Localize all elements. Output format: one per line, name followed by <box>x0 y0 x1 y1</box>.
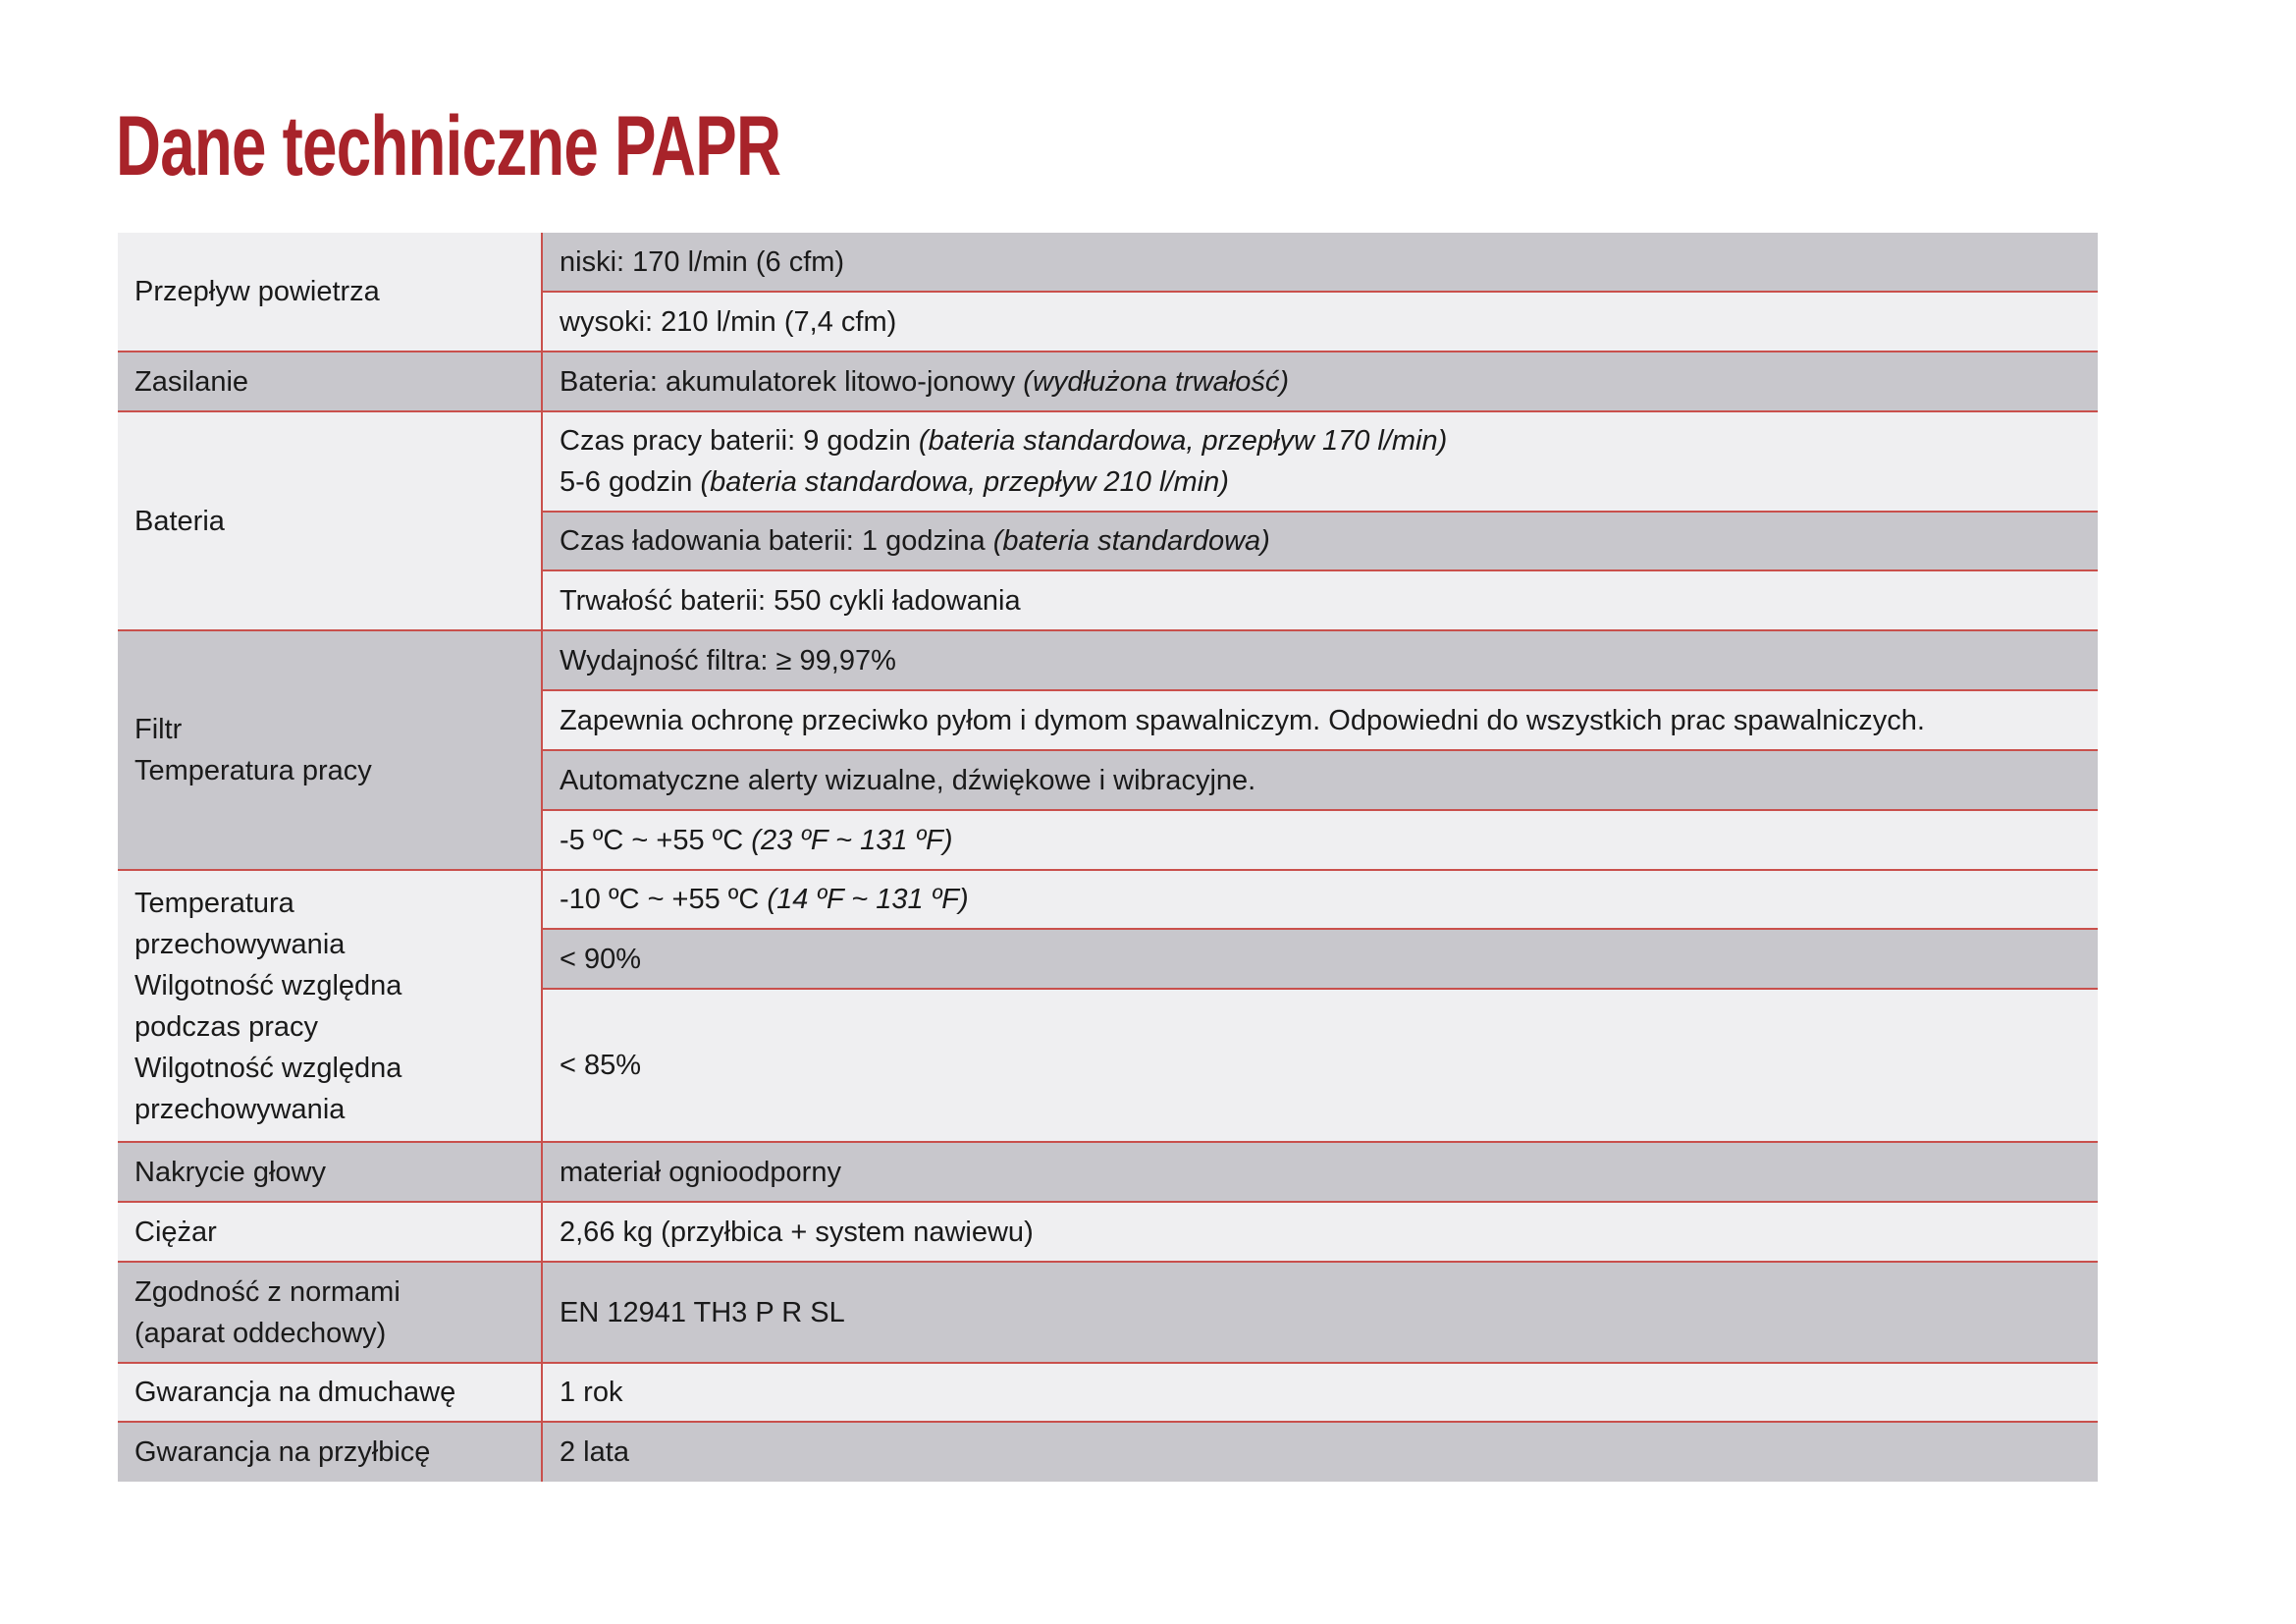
value-operating-temp <box>543 811 2098 871</box>
label-line: przechowywania <box>134 1093 346 1125</box>
label-helmet-warranty: Gwarancja na przyłbicę <box>118 1423 543 1482</box>
value-airflow-low: niski: 170 l/min (6 cfm) <box>543 233 2098 293</box>
label-line: Temperatura pracy <box>134 755 372 786</box>
value-note: (bateria standardowa, przepływ 170 l/min) <box>918 425 1448 457</box>
value-note: (bateria standardowa) <box>992 525 1270 557</box>
label-line: Wilgotność względna <box>134 969 402 1001</box>
value-battery-life: Trwałość baterii: 550 cykli ładowania <box>543 571 2098 631</box>
label-line: Wilgotność względna <box>134 1052 402 1084</box>
value-text: -5 ºC ~ +55 ºC <box>560 824 752 856</box>
label-line: przechowywania <box>134 928 346 960</box>
value-filter-protection: Zapewnia ochronę przeciwko pyłom i dymom spawalniczym. Odpowiedni do wszystkich prac spawalniczych. <box>543 691 2098 751</box>
value-battery-charge <box>543 513 2098 571</box>
value-standards: EN 12941 TH3 P R SL <box>543 1263 2098 1364</box>
label-battery: Bateria <box>118 412 543 631</box>
value-filter-alerts: Automatyczne alerty wizualne, dźwiękowe i wibracyjne. <box>543 751 2098 811</box>
value-text: Czas ładowania baterii: 1 godzina <box>560 525 993 557</box>
label-weight: Ciężar <box>118 1203 543 1263</box>
value-battery-runtime <box>543 412 2098 513</box>
label-line: (aparat oddechowy) <box>134 1317 387 1349</box>
label-line: podczas pracy <box>134 1010 318 1043</box>
label-airflow: Przepływ powietrza <box>118 233 543 352</box>
value-power <box>543 352 2098 412</box>
label-standards <box>118 1263 543 1364</box>
value-airflow-high: wysoki: 210 l/min (7,4 cfm) <box>543 293 2098 352</box>
value-humidity-work: < 90% <box>543 930 2098 990</box>
value-headgear: materiał ognioodporny <box>543 1143 2098 1203</box>
label-line: Zgodność z normami <box>134 1275 400 1308</box>
value-helmet-warranty: 2 lata <box>543 1423 2098 1482</box>
label-storage <box>118 871 543 1143</box>
label-power: Zasilanie <box>118 352 543 412</box>
value-weight: 2,66 kg (przyłbica + system nawiewu) <box>543 1203 2098 1263</box>
value-storage-temp <box>543 871 2098 930</box>
label-filter <box>118 631 543 871</box>
value-blower-warranty: 1 rok <box>543 1364 2098 1423</box>
label-line: Filtr <box>134 714 183 745</box>
label-line: Temperatura <box>134 887 294 919</box>
value-filter-efficiency: Wydajność filtra: ≥ 99,97% <box>543 631 2098 691</box>
value-text: 5-6 godzin <box>560 466 701 498</box>
value-text: -10 ºC ~ +55 ºC <box>560 884 768 915</box>
value-note: (23 ºF ~ 131 ºF) <box>751 824 953 856</box>
value-note: (bateria standardowa, przepływ 210 l/min) <box>700 466 1229 498</box>
label-headgear: Nakrycie głowy <box>118 1143 543 1203</box>
value-humidity-storage: < 85% <box>543 990 2098 1143</box>
value-note: (wydłużona trwałość) <box>1023 365 1290 398</box>
spec-table <box>118 233 2098 1482</box>
value-text: Czas pracy baterii: 9 godzin <box>560 425 919 457</box>
value-text: Bateria: akumulatorek litowo-jonowy <box>560 365 1024 398</box>
label-blower-warranty: Gwarancja na dmuchawę <box>118 1364 543 1423</box>
value-note: (14 ºF ~ 131 ºF) <box>767 884 969 915</box>
page-title: Dane techniczne PAPR <box>116 99 781 193</box>
